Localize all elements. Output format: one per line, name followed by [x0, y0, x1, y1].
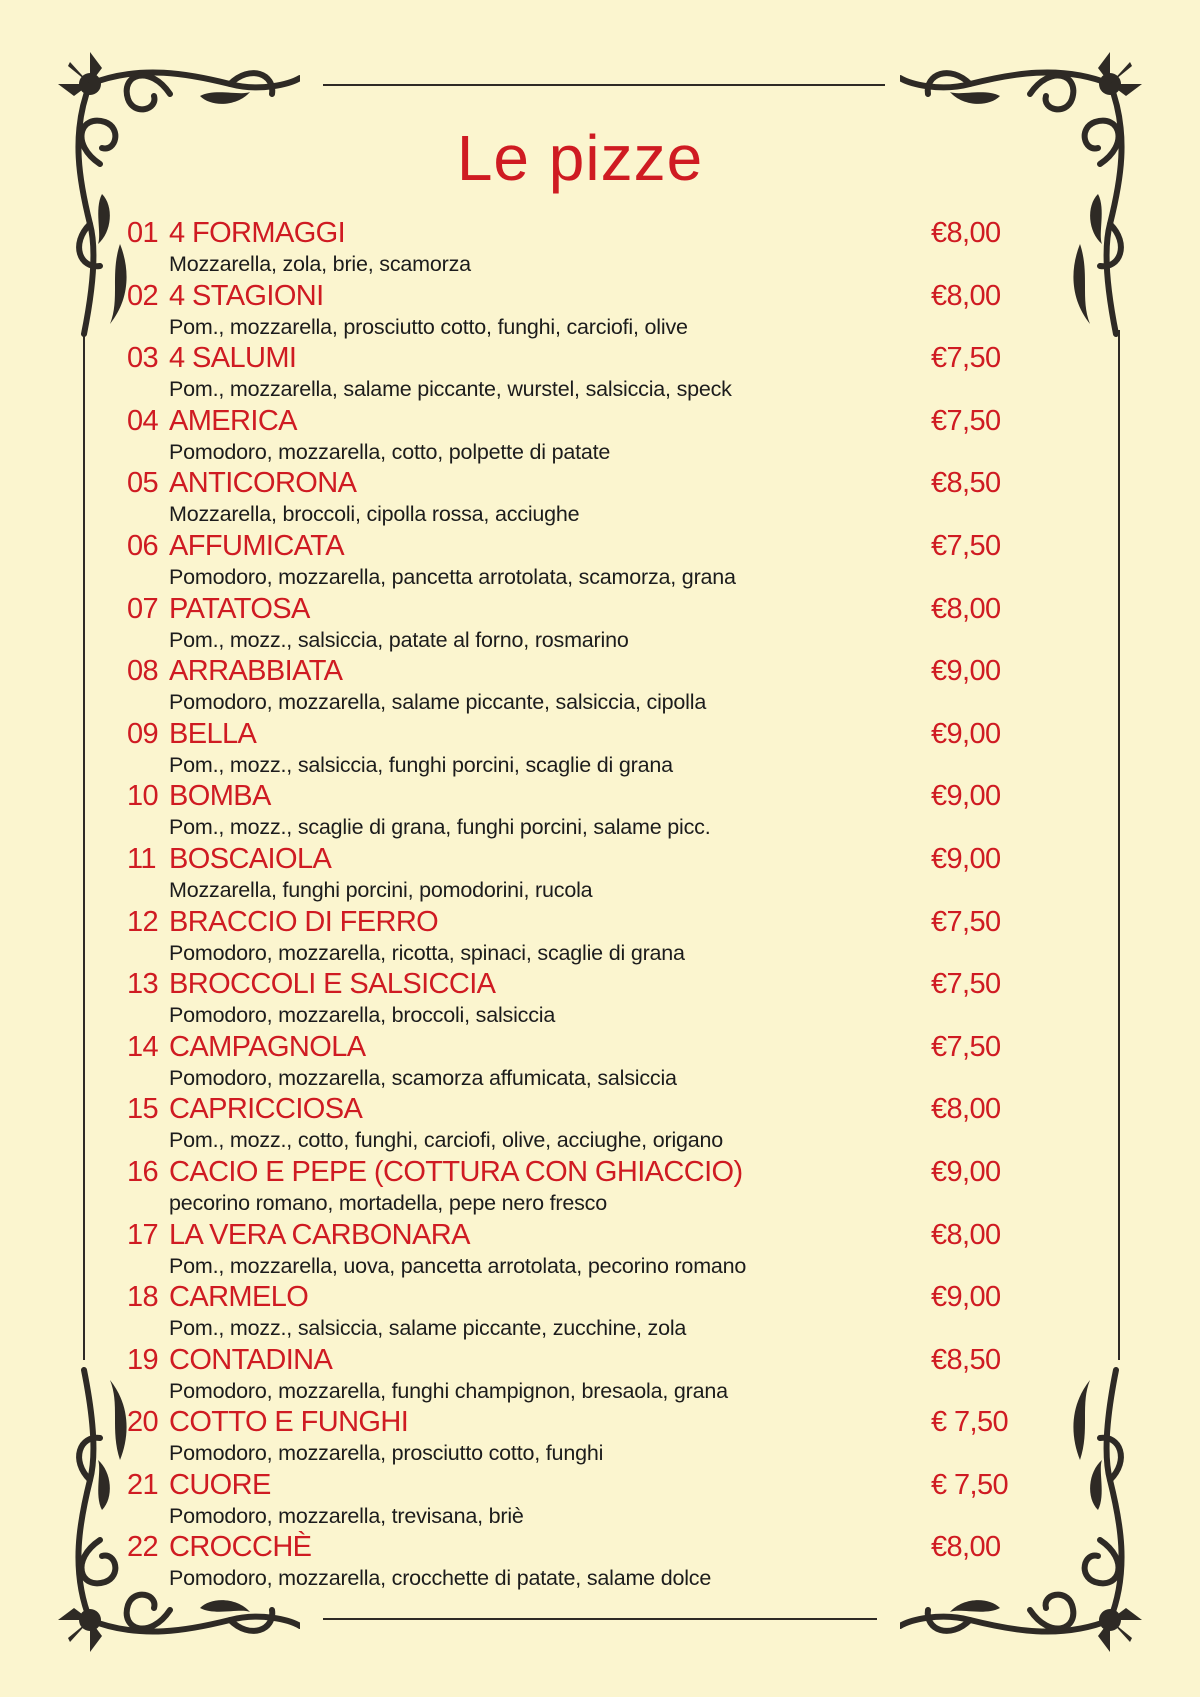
menu-item-price: €7,50 — [931, 968, 1001, 1001]
menu-item-header — [127, 1219, 1011, 1252]
menu-item — [127, 1281, 1011, 1344]
menu-item — [127, 1156, 1011, 1219]
menu-item-price: €8,00 — [931, 279, 1001, 312]
menu-item-number: 21 — [127, 1468, 159, 1501]
menu-item-header — [127, 1093, 1011, 1126]
menu-item-description: Pomodoro, mozzarella, scamorza affumicata, salsiccia — [169, 1065, 677, 1090]
menu-item-header — [127, 1406, 1011, 1439]
menu-item-header — [127, 1531, 1011, 1564]
menu-item-description: Pomodoro, mozzarella, pancetta arrotolata, scamorza, grana — [169, 564, 736, 589]
menu-item-number: 19 — [127, 1343, 159, 1376]
menu-item-header — [127, 530, 1011, 563]
menu-item-price: €7,50 — [931, 905, 1001, 938]
frame-top-line — [323, 84, 885, 86]
menu-item-number: 05 — [127, 467, 159, 500]
menu-item-name: BROCCOLI E SALSICCIA — [169, 968, 496, 1001]
menu-item-name: BELLA — [169, 717, 257, 750]
menu-item-description: Pom., mozz., salsiccia, patate al forno, rosmarino — [169, 627, 629, 652]
menu-item-name: ARRABBIATA — [169, 655, 343, 688]
menu-item — [127, 718, 1011, 781]
menu-item-number: 18 — [127, 1281, 159, 1314]
menu-item-description: Pomodoro, mozzarella, crocchette di patate, salame dolce — [169, 1566, 712, 1591]
menu-item — [127, 1031, 1011, 1094]
menu-item-price: €8,00 — [931, 1093, 1001, 1126]
menu-item-number: 01 — [127, 217, 159, 249]
menu-item — [127, 405, 1011, 468]
menu-item-name: CUORE — [169, 1468, 271, 1501]
menu-item-number: 06 — [127, 529, 159, 562]
menu-item-name: BOSCAIOLA — [169, 842, 332, 875]
menu-item-header — [127, 1281, 1011, 1314]
menu-item-price: €9,00 — [931, 1281, 1001, 1314]
menu-item — [127, 906, 1011, 969]
menu-item — [127, 1531, 1011, 1594]
menu-item-header — [127, 280, 1011, 313]
page-title: Le pizze — [456, 122, 704, 194]
menu-item — [127, 1406, 1011, 1469]
menu-item-header — [127, 467, 1011, 500]
menu-item-price: €8,00 — [931, 592, 1001, 625]
menu-item — [127, 968, 1011, 1031]
menu-item-name: LA VERA CARBONARA — [169, 1218, 470, 1251]
menu-item-price: €8,00 — [931, 1531, 1001, 1564]
menu-item-price: €7,50 — [931, 404, 1001, 437]
menu-item-header — [127, 217, 1011, 250]
menu-item-name: 4 STAGIONI — [169, 279, 324, 312]
menu-item-description: Pomodoro, mozzarella, prosciutto cotto, funghi — [169, 1441, 604, 1466]
menu-item-number: 11 — [127, 842, 156, 875]
menu-item-description: Pomodoro, mozzarella, funghi champignon, bresaola, grana — [169, 1378, 728, 1403]
menu-item-description: Mozzarella, broccoli, cipolla rossa, acciughe — [169, 502, 580, 527]
menu-item-name: PATATOSA — [169, 592, 310, 625]
menu-item-header — [127, 968, 1011, 1001]
frame-right-line — [1118, 330, 1120, 1360]
menu-item-header — [127, 593, 1011, 626]
menu-item-header — [127, 405, 1011, 438]
menu-item-price: €9,00 — [931, 717, 1001, 750]
menu-item-description: Mozzarella, zola, brie, scamorza — [169, 252, 471, 276]
menu-item-number: 16 — [127, 1155, 159, 1188]
menu-item-description: Pom., mozz., scaglie di grana, funghi porcini, salame picc. — [169, 815, 711, 840]
menu-item-price: €8,00 — [931, 217, 1001, 249]
menu-item — [127, 530, 1011, 593]
menu-item-name: CONTADINA — [169, 1343, 333, 1376]
menu-item-name: AMERICA — [169, 404, 297, 437]
menu-item-number: 04 — [127, 404, 159, 437]
menu-item-name: ANTICORONA — [169, 467, 357, 500]
menu-item-header — [127, 342, 1011, 375]
menu-item-description: Pom., mozz., salsiccia, funghi porcini, scaglie di grana — [169, 752, 673, 777]
menu-item-number: 22 — [127, 1531, 159, 1564]
menu-item-name: CAPRICCIOSA — [169, 1093, 363, 1126]
menu-item — [127, 280, 1011, 343]
menu-item — [127, 1344, 1011, 1407]
menu-item-description: Pom., mozz., cotto, funghi, carciofi, olive, acciughe, origano — [169, 1128, 724, 1153]
menu-item-header — [127, 1344, 1011, 1377]
menu-item-number: 03 — [127, 342, 159, 375]
menu-item-price: €8,50 — [931, 1343, 1001, 1376]
menu-item-price: €8,50 — [931, 467, 1001, 500]
menu-item-name: BOMBA — [169, 780, 271, 813]
menu-item-number: 14 — [127, 1030, 159, 1063]
menu-item-name: 4 FORMAGGI — [169, 217, 346, 249]
menu-item-header — [127, 843, 1011, 876]
menu-item-header — [127, 718, 1011, 751]
menu-item-description: Pomodoro, mozzarella, trevisana, briè — [169, 1503, 524, 1528]
menu-item-number: 10 — [127, 780, 159, 813]
menu-item-name: CARMELO — [169, 1281, 309, 1314]
menu-item-name: 4 SALUMI — [169, 342, 297, 375]
menu-item-description: Pom., mozzarella, prosciutto cotto, funghi, carciofi, olive — [169, 314, 688, 339]
menu-item — [127, 1219, 1011, 1282]
menu-item-description: Mozzarella, funghi porcini, pomodorini, rucola — [169, 877, 593, 902]
menu-item-description: Pomodoro, mozzarella, cotto, polpette di patate — [169, 439, 611, 464]
menu-item-number: 12 — [127, 905, 159, 938]
pizza-menu-list — [127, 217, 1011, 1594]
menu-item-price: €9,00 — [931, 1155, 1001, 1188]
menu-item — [127, 1469, 1011, 1532]
menu-item-price: €9,00 — [931, 655, 1001, 688]
menu-item-name: CAMPAGNOLA — [169, 1030, 366, 1063]
menu-item-header — [127, 906, 1011, 939]
menu-item — [127, 843, 1011, 906]
menu-item-number: 17 — [127, 1218, 159, 1251]
menu-item-name: CACIO E PEPE (COTTURA CON GHIACCIO) — [169, 1155, 743, 1188]
menu-item-number: 08 — [127, 655, 159, 688]
menu-item-description: Pomodoro, mozzarella, broccoli, salsiccia — [169, 1003, 556, 1028]
menu-item-price: €7,50 — [931, 1030, 1001, 1063]
menu-item-price: €7,50 — [931, 342, 1001, 375]
menu-item-price: €9,00 — [931, 780, 1001, 813]
menu-item-number: 09 — [127, 717, 159, 750]
menu-item-description: Pom., mozz., salsiccia, salame piccante, zucchine, zola — [169, 1316, 687, 1341]
menu-item-header — [127, 1469, 1011, 1502]
menu-item-price: € 7,50 — [931, 1406, 1009, 1439]
menu-item-description: Pomodoro, mozzarella, salame piccante, salsiccia, cipolla — [169, 690, 707, 715]
menu-item — [127, 217, 1011, 280]
frame-bottom-line — [323, 1618, 877, 1620]
menu-item — [127, 342, 1011, 405]
menu-item-name: AFFUMICATA — [169, 529, 344, 562]
menu-item — [127, 467, 1011, 530]
menu-item-number: 02 — [127, 279, 159, 312]
menu-item-number: 13 — [127, 968, 159, 1001]
frame-left-line — [83, 330, 85, 1360]
menu-item-number: 15 — [127, 1093, 159, 1126]
menu-item-header — [127, 1031, 1011, 1064]
menu-item-price: € 7,50 — [931, 1468, 1009, 1501]
menu-item-price: €9,00 — [931, 842, 1001, 875]
menu-item-number: 07 — [127, 592, 159, 625]
menu-item-name: BRACCIO DI FERRO — [169, 905, 439, 938]
menu-item-description: Pomodoro, mozzarella, ricotta, spinaci, scaglie di grana — [169, 940, 685, 965]
menu-item-description: Pom., mozzarella, uova, pancetta arrotolata, pecorino romano — [169, 1253, 747, 1278]
menu-item-header — [127, 1156, 1011, 1189]
menu-item-price: €7,50 — [931, 529, 1001, 562]
menu-item-name: COTTO E FUNGHI — [169, 1406, 409, 1439]
menu-item — [127, 593, 1011, 656]
menu-item — [127, 780, 1011, 843]
menu-item-number: 20 — [127, 1406, 159, 1439]
menu-item-header — [127, 780, 1011, 813]
menu-item-header — [127, 655, 1011, 688]
menu-item-description: pecorino romano, mortadella, pepe nero fresco — [169, 1190, 607, 1215]
menu-item-name: CROCCHÈ — [169, 1531, 312, 1564]
menu-item — [127, 655, 1011, 718]
menu-item — [127, 1093, 1011, 1156]
menu-item-description: Pom., mozzarella, salame piccante, wurstel, salsiccia, speck — [169, 377, 732, 402]
menu-item-price: €8,00 — [931, 1218, 1001, 1251]
